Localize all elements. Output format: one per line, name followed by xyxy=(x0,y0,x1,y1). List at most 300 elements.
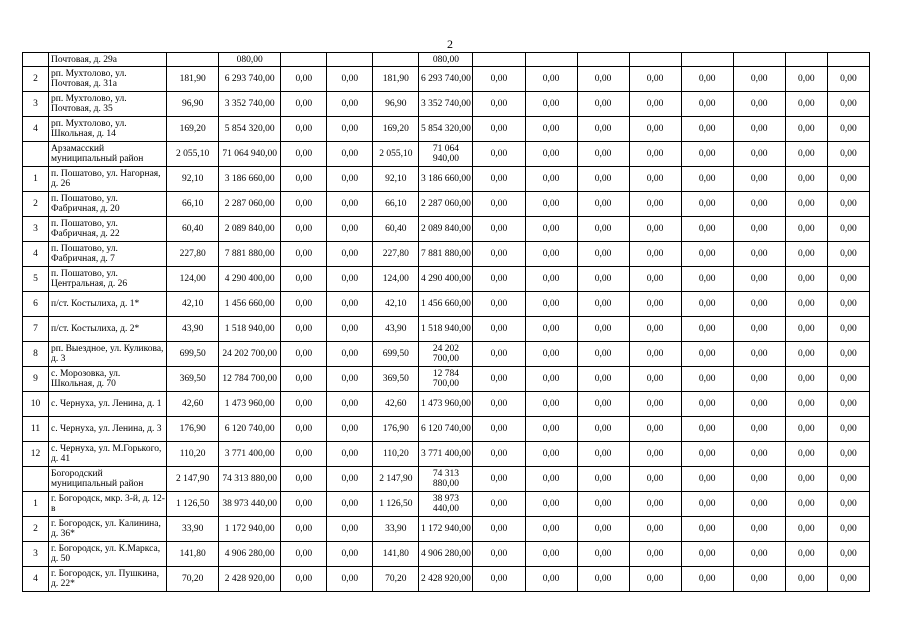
cell-amount: 0,00 xyxy=(681,417,733,442)
cell-area2: 2 055,10 xyxy=(373,142,419,167)
cell-amount: 0,00 xyxy=(577,242,629,267)
cell-amount: 0,00 xyxy=(733,567,785,592)
cell-address: рп. Мухтолово, ул. Школьная, д. 14 xyxy=(49,117,167,142)
cell-cost: 4 906 280,00 xyxy=(219,542,281,567)
cell-address: п. Пошатово, ул. Фабричная, д. 22 xyxy=(49,217,167,242)
cell-c2: 0,00 xyxy=(327,517,373,542)
cell-amount: 0,00 xyxy=(525,67,577,92)
cell-amount: 0,00 xyxy=(525,367,577,392)
cell-amount: 0,00 xyxy=(681,67,733,92)
cell-c2 xyxy=(327,53,373,67)
cell-area2: 227,80 xyxy=(373,242,419,267)
cell-num: 3 xyxy=(23,217,49,242)
cell-amount: 0,00 xyxy=(733,467,785,492)
cell-amount: 0,00 xyxy=(733,392,785,417)
table-row xyxy=(23,53,870,67)
cell-c1: 0,00 xyxy=(281,542,327,567)
table-row xyxy=(23,442,870,467)
cell-amount: 0,00 xyxy=(827,142,869,167)
cell-amount: 0,00 xyxy=(733,367,785,392)
cell-c1: 0,00 xyxy=(281,417,327,442)
cell-cost2: 74 313 880,00 xyxy=(419,467,473,492)
cell-c2: 0,00 xyxy=(327,92,373,117)
cell-amount: 0,00 xyxy=(733,542,785,567)
cell-cost2: 080,00 xyxy=(419,53,473,67)
cell-amount: 0,00 xyxy=(785,492,827,517)
table-row xyxy=(23,467,870,492)
cell-num: 3 xyxy=(23,92,49,117)
cell-amount: 0,00 xyxy=(473,242,525,267)
cell-amount: 0,00 xyxy=(827,392,869,417)
cell-amount: 0,00 xyxy=(577,267,629,292)
cell-amount: 0,00 xyxy=(785,142,827,167)
cell-c2: 0,00 xyxy=(327,142,373,167)
cell-num: 4 xyxy=(23,567,49,592)
cell-area2: 169,20 xyxy=(373,117,419,142)
cell-amount: 0,00 xyxy=(525,517,577,542)
cell-amount: 0,00 xyxy=(577,567,629,592)
cell-cost2: 6 293 740,00 xyxy=(419,67,473,92)
cell-c1: 0,00 xyxy=(281,67,327,92)
cell-amount: 0,00 xyxy=(733,167,785,192)
cell-area2: 699,50 xyxy=(373,342,419,367)
table-row xyxy=(23,92,870,117)
cell-c2: 0,00 xyxy=(327,367,373,392)
cell-amount: 0,00 xyxy=(525,317,577,342)
cell-amount: 0,00 xyxy=(785,342,827,367)
cell-num: 10 xyxy=(23,392,49,417)
cell-amount: 0,00 xyxy=(827,117,869,142)
cell-address: рп. Выездное, ул. Куликова, д. 3 xyxy=(49,342,167,367)
cell-amount: 0,00 xyxy=(629,67,681,92)
cell-num: 2 xyxy=(23,192,49,217)
cell-amount: 0,00 xyxy=(827,492,869,517)
cell-amount: 0,00 xyxy=(629,92,681,117)
cell-area2: 42,60 xyxy=(373,392,419,417)
cell-amount: 0,00 xyxy=(785,92,827,117)
cell-area2: 181,90 xyxy=(373,67,419,92)
cell-area: 1 126,50 xyxy=(167,492,219,517)
cell-area: 369,50 xyxy=(167,367,219,392)
cell-c2: 0,00 xyxy=(327,117,373,142)
cell-c2: 0,00 xyxy=(327,217,373,242)
cell-num: 4 xyxy=(23,117,49,142)
cell-amount: 0,00 xyxy=(525,242,577,267)
cell-c1: 0,00 xyxy=(281,267,327,292)
cell-num: 1 xyxy=(23,167,49,192)
cell-amount: 0,00 xyxy=(525,467,577,492)
cell-cost: 2 287 060,00 xyxy=(219,192,281,217)
cell-area2: 66,10 xyxy=(373,192,419,217)
cell-cost2: 7 881 880,00 xyxy=(419,242,473,267)
cell-c1: 0,00 xyxy=(281,342,327,367)
cell-amount: 0,00 xyxy=(473,542,525,567)
cell-amount: 0,00 xyxy=(681,117,733,142)
cell-c1: 0,00 xyxy=(281,292,327,317)
cell-address: с. Морозовка, ул. Школьная, д. 70 xyxy=(49,367,167,392)
cell-cost: 38 973 440,00 xyxy=(219,492,281,517)
cell-area2: 60,40 xyxy=(373,217,419,242)
cell-amount: 0,00 xyxy=(577,117,629,142)
cell-amount: 0,00 xyxy=(577,542,629,567)
cell-amount: 0,00 xyxy=(785,292,827,317)
cell-amount: 0,00 xyxy=(473,442,525,467)
cell-address: п. Пошатово, ул. Нагорная, д. 26 xyxy=(49,167,167,192)
cell-amount: 0,00 xyxy=(827,167,869,192)
cell-amount: 0,00 xyxy=(577,342,629,367)
table-row xyxy=(23,242,870,267)
cell-c1: 0,00 xyxy=(281,117,327,142)
table-row xyxy=(23,492,870,517)
cell-num xyxy=(23,142,49,167)
cell-address: п. Пошатово, ул. Фабричная, д. 20 xyxy=(49,192,167,217)
cell-num xyxy=(23,467,49,492)
cell-c1: 0,00 xyxy=(281,167,327,192)
cell-amount: 0,00 xyxy=(681,342,733,367)
table-row xyxy=(23,517,870,542)
cell-amount: 0,00 xyxy=(629,117,681,142)
cell-amount: 0,00 xyxy=(629,167,681,192)
cell-amount: 0,00 xyxy=(681,167,733,192)
cell-amount: 0,00 xyxy=(629,542,681,567)
table-row xyxy=(23,217,870,242)
cell-amount: 0,00 xyxy=(629,242,681,267)
cell-c1: 0,00 xyxy=(281,217,327,242)
cell-amount: 0,00 xyxy=(577,417,629,442)
cell-cost: 5 854 320,00 xyxy=(219,117,281,142)
cell-amount: 0,00 xyxy=(785,392,827,417)
cell-amount: 0,00 xyxy=(577,217,629,242)
cell-amount: 0,00 xyxy=(473,317,525,342)
cell-cost: 71 064 940,00 xyxy=(219,142,281,167)
cell-address: с. Чернуха, ул. Ленина, д. 3 xyxy=(49,417,167,442)
cell-amount: 0,00 xyxy=(577,67,629,92)
cell-address: рп. Мухтолово, ул. Почтовая, д. 35 xyxy=(49,92,167,117)
cell-amount: 0,00 xyxy=(473,517,525,542)
table-row xyxy=(23,317,870,342)
cell-amount: 0,00 xyxy=(827,467,869,492)
cell-address: г. Богородск, ул. К.Маркса, д. 50 xyxy=(49,542,167,567)
cell-amount: 0,00 xyxy=(733,442,785,467)
cell-num: 9 xyxy=(23,367,49,392)
cell-amount: 0,00 xyxy=(525,192,577,217)
cell-c1: 0,00 xyxy=(281,192,327,217)
cell-amount: 0,00 xyxy=(473,167,525,192)
cell-amount: 0,00 xyxy=(827,342,869,367)
cell-amount: 0,00 xyxy=(733,142,785,167)
cell-amount: 0,00 xyxy=(525,567,577,592)
cell-amount xyxy=(785,53,827,67)
cell-area: 227,80 xyxy=(167,242,219,267)
cell-cost: 4 290 400,00 xyxy=(219,267,281,292)
cell-amount: 0,00 xyxy=(681,442,733,467)
cell-cost: 7 881 880,00 xyxy=(219,242,281,267)
cell-num: 7 xyxy=(23,317,49,342)
cell-amount: 0,00 xyxy=(827,92,869,117)
cell-amount xyxy=(733,53,785,67)
table-row xyxy=(23,267,870,292)
cell-amount: 0,00 xyxy=(733,317,785,342)
table-row xyxy=(23,142,870,167)
cell-amount: 0,00 xyxy=(733,242,785,267)
cell-area: 42,10 xyxy=(167,292,219,317)
cell-amount: 0,00 xyxy=(577,517,629,542)
cell-area2: 42,10 xyxy=(373,292,419,317)
cell-amount: 0,00 xyxy=(525,167,577,192)
cell-area: 33,90 xyxy=(167,517,219,542)
cell-c2: 0,00 xyxy=(327,392,373,417)
cell-amount: 0,00 xyxy=(681,192,733,217)
cell-amount: 0,00 xyxy=(473,292,525,317)
cell-amount: 0,00 xyxy=(681,367,733,392)
cell-amount: 0,00 xyxy=(785,167,827,192)
cell-num: 6 xyxy=(23,292,49,317)
cell-num: 3 xyxy=(23,542,49,567)
cell-amount: 0,00 xyxy=(681,317,733,342)
cell-area: 2 055,10 xyxy=(167,142,219,167)
table-body xyxy=(23,53,870,592)
cell-area: 2 147,90 xyxy=(167,467,219,492)
cell-amount: 0,00 xyxy=(681,267,733,292)
cell-area2: 96,90 xyxy=(373,92,419,117)
cell-amount: 0,00 xyxy=(785,192,827,217)
cell-amount: 0,00 xyxy=(827,417,869,442)
cell-amount: 0,00 xyxy=(525,342,577,367)
cell-amount: 0,00 xyxy=(681,392,733,417)
cell-amount: 0,00 xyxy=(733,92,785,117)
cell-amount: 0,00 xyxy=(473,117,525,142)
cell-cost2: 3 771 400,00 xyxy=(419,442,473,467)
cell-amount xyxy=(827,53,869,67)
cell-amount: 0,00 xyxy=(681,517,733,542)
cell-c1: 0,00 xyxy=(281,567,327,592)
cell-amount: 0,00 xyxy=(629,192,681,217)
cell-amount: 0,00 xyxy=(577,92,629,117)
cell-cost2: 4 906 280,00 xyxy=(419,542,473,567)
cell-area2: 70,20 xyxy=(373,567,419,592)
cell-num: 5 xyxy=(23,267,49,292)
cell-c2: 0,00 xyxy=(327,467,373,492)
cell-amount: 0,00 xyxy=(629,217,681,242)
cell-area: 92,10 xyxy=(167,167,219,192)
cell-area: 42,60 xyxy=(167,392,219,417)
cell-c2: 0,00 xyxy=(327,242,373,267)
cell-amount: 0,00 xyxy=(577,192,629,217)
cell-cost: 2 428 920,00 xyxy=(219,567,281,592)
cell-amount: 0,00 xyxy=(577,317,629,342)
cell-address: г. Богородск, мкр. 3-й, д. 12-в xyxy=(49,492,167,517)
cell-amount: 0,00 xyxy=(629,517,681,542)
cell-amount: 0,00 xyxy=(785,117,827,142)
cell-amount: 0,00 xyxy=(629,367,681,392)
cell-amount: 0,00 xyxy=(525,267,577,292)
cell-amount: 0,00 xyxy=(473,342,525,367)
cell-area: 70,20 xyxy=(167,567,219,592)
cell-num: 4 xyxy=(23,242,49,267)
cell-amount: 0,00 xyxy=(681,292,733,317)
cell-address: с. Чернуха, ул. М.Горького, д. 41 xyxy=(49,442,167,467)
cell-cost2: 1 172 940,00 xyxy=(419,517,473,542)
cell-amount: 0,00 xyxy=(733,117,785,142)
housing-table xyxy=(22,52,870,592)
cell-cost2: 3 352 740,00 xyxy=(419,92,473,117)
cell-area2: 176,90 xyxy=(373,417,419,442)
cell-c1: 0,00 xyxy=(281,317,327,342)
cell-amount: 0,00 xyxy=(577,292,629,317)
cell-amount: 0,00 xyxy=(629,567,681,592)
cell-amount: 0,00 xyxy=(785,517,827,542)
cell-amount: 0,00 xyxy=(525,292,577,317)
cell-amount: 0,00 xyxy=(827,442,869,467)
cell-cost: 3 352 740,00 xyxy=(219,92,281,117)
cell-amount: 0,00 xyxy=(827,192,869,217)
cell-c1: 0,00 xyxy=(281,367,327,392)
table-row xyxy=(23,567,870,592)
cell-cost: 6 120 740,00 xyxy=(219,417,281,442)
cell-num: 12 xyxy=(23,442,49,467)
cell-amount: 0,00 xyxy=(525,492,577,517)
cell-amount: 0,00 xyxy=(473,417,525,442)
cell-cost2: 6 120 740,00 xyxy=(419,417,473,442)
cell-area: 43,90 xyxy=(167,317,219,342)
cell-amount: 0,00 xyxy=(629,467,681,492)
cell-num xyxy=(23,53,49,67)
cell-num: 8 xyxy=(23,342,49,367)
cell-area2: 33,90 xyxy=(373,517,419,542)
cell-address: п/ст. Костылиха, д. 1* xyxy=(49,292,167,317)
cell-area: 699,50 xyxy=(167,342,219,367)
cell-cost: 2 089 840,00 xyxy=(219,217,281,242)
cell-amount: 0,00 xyxy=(473,67,525,92)
cell-c1: 0,00 xyxy=(281,242,327,267)
cell-amount: 0,00 xyxy=(827,242,869,267)
cell-cost: 1 518 940,00 xyxy=(219,317,281,342)
cell-amount: 0,00 xyxy=(525,442,577,467)
cell-amount: 0,00 xyxy=(827,567,869,592)
cell-amount: 0,00 xyxy=(681,542,733,567)
cell-area: 96,90 xyxy=(167,92,219,117)
cell-c2: 0,00 xyxy=(327,342,373,367)
cell-amount: 0,00 xyxy=(577,467,629,492)
cell-num: 2 xyxy=(23,517,49,542)
cell-area2 xyxy=(373,53,419,67)
cell-amount: 0,00 xyxy=(473,492,525,517)
cell-amount: 0,00 xyxy=(525,392,577,417)
cell-c1: 0,00 xyxy=(281,442,327,467)
cell-area2: 2 147,90 xyxy=(373,467,419,492)
cell-amount: 0,00 xyxy=(629,342,681,367)
cell-amount: 0,00 xyxy=(733,517,785,542)
cell-amount: 0,00 xyxy=(629,267,681,292)
cell-amount: 0,00 xyxy=(629,142,681,167)
cell-amount: 0,00 xyxy=(473,392,525,417)
cell-amount: 0,00 xyxy=(785,542,827,567)
cell-amount: 0,00 xyxy=(577,392,629,417)
cell-amount: 0,00 xyxy=(827,367,869,392)
cell-amount: 0,00 xyxy=(827,292,869,317)
cell-amount: 0,00 xyxy=(525,417,577,442)
cell-address: г. Богородск, ул. Калинина, д. 36* xyxy=(49,517,167,542)
cell-area2: 124,00 xyxy=(373,267,419,292)
cell-amount: 0,00 xyxy=(629,317,681,342)
cell-amount: 0,00 xyxy=(525,217,577,242)
cell-amount: 0,00 xyxy=(785,467,827,492)
cell-cost2: 12 784 700,00 xyxy=(419,367,473,392)
cell-amount: 0,00 xyxy=(681,567,733,592)
cell-area2: 43,90 xyxy=(373,317,419,342)
cell-amount: 0,00 xyxy=(473,92,525,117)
table-row xyxy=(23,342,870,367)
cell-amount: 0,00 xyxy=(629,417,681,442)
cell-amount: 0,00 xyxy=(681,142,733,167)
cell-amount xyxy=(681,53,733,67)
cell-c2: 0,00 xyxy=(327,167,373,192)
cell-area2: 92,10 xyxy=(373,167,419,192)
cell-amount: 0,00 xyxy=(827,517,869,542)
cell-c1: 0,00 xyxy=(281,467,327,492)
cell-amount: 0,00 xyxy=(785,317,827,342)
cell-c1 xyxy=(281,53,327,67)
cell-cost2: 2 287 060,00 xyxy=(419,192,473,217)
cell-cost2: 2 428 920,00 xyxy=(419,567,473,592)
cell-area2: 141,80 xyxy=(373,542,419,567)
cell-amount xyxy=(577,53,629,67)
cell-c2: 0,00 xyxy=(327,567,373,592)
cell-area: 124,00 xyxy=(167,267,219,292)
cell-address: п/ст. Костылиха, д. 2* xyxy=(49,317,167,342)
cell-c2: 0,00 xyxy=(327,442,373,467)
cell-amount: 0,00 xyxy=(827,267,869,292)
cell-amount: 0,00 xyxy=(733,342,785,367)
cell-cost2: 1 456 660,00 xyxy=(419,292,473,317)
cell-amount xyxy=(473,53,525,67)
cell-amount: 0,00 xyxy=(681,492,733,517)
cell-num: 2 xyxy=(23,67,49,92)
cell-amount: 0,00 xyxy=(525,92,577,117)
cell-amount: 0,00 xyxy=(473,142,525,167)
cell-amount: 0,00 xyxy=(733,217,785,242)
cell-area2: 110,20 xyxy=(373,442,419,467)
cell-amount xyxy=(525,53,577,67)
table-row xyxy=(23,542,870,567)
table-row xyxy=(23,167,870,192)
cell-amount: 0,00 xyxy=(827,317,869,342)
cell-cost2: 1 518 940,00 xyxy=(419,317,473,342)
cell-num: 1 xyxy=(23,492,49,517)
cell-cost: 12 784 700,00 xyxy=(219,367,281,392)
cell-area xyxy=(167,53,219,67)
cell-address: Арзамасский муниципальный район xyxy=(49,142,167,167)
cell-amount: 0,00 xyxy=(785,367,827,392)
table-row xyxy=(23,292,870,317)
cell-c2: 0,00 xyxy=(327,67,373,92)
cell-address: Почтовая, д. 29а xyxy=(49,53,167,67)
cell-cost2: 5 854 320,00 xyxy=(419,117,473,142)
cell-address: Богородский муниципальный район xyxy=(49,467,167,492)
cell-area2: 369,50 xyxy=(373,367,419,392)
cell-amount: 0,00 xyxy=(629,392,681,417)
cell-cost: 1 473 960,00 xyxy=(219,392,281,417)
cell-amount: 0,00 xyxy=(681,217,733,242)
cell-amount: 0,00 xyxy=(577,167,629,192)
cell-amount: 0,00 xyxy=(733,67,785,92)
cell-c2: 0,00 xyxy=(327,292,373,317)
cell-c2: 0,00 xyxy=(327,417,373,442)
table-row xyxy=(23,67,870,92)
cell-c1: 0,00 xyxy=(281,517,327,542)
cell-amount: 0,00 xyxy=(681,242,733,267)
cell-amount: 0,00 xyxy=(473,217,525,242)
